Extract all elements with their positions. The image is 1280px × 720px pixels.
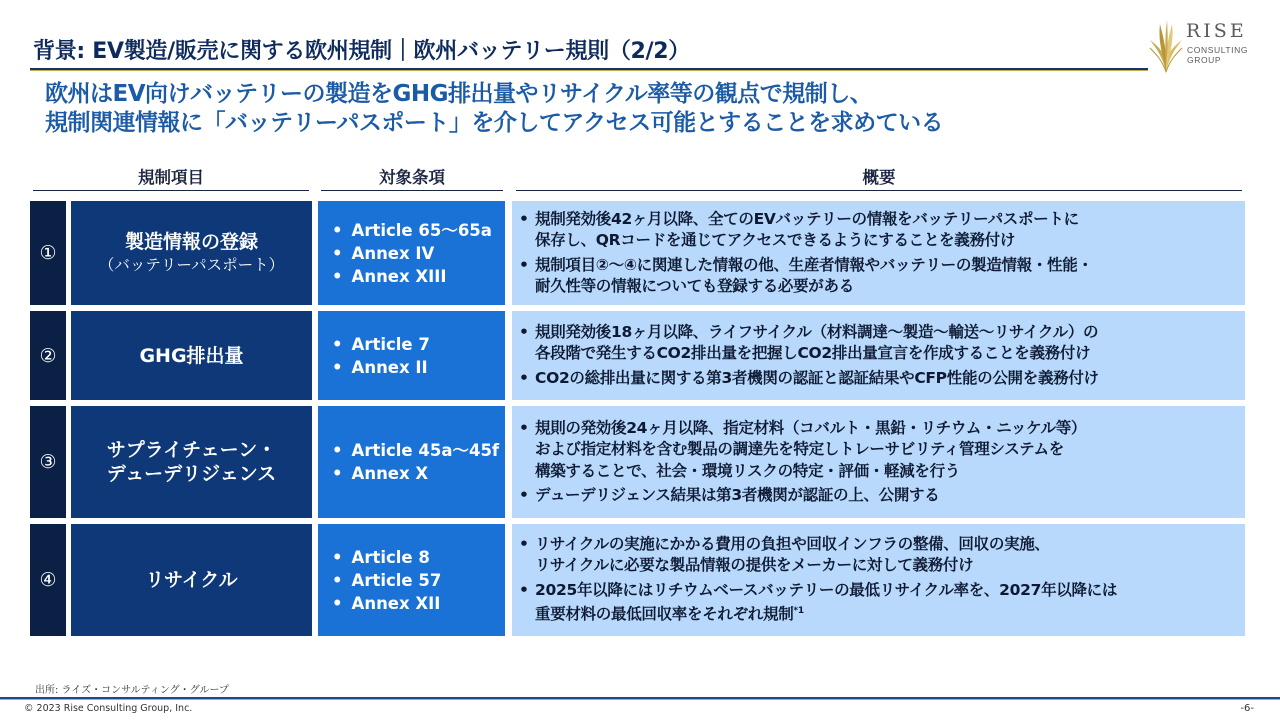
summary-bullet — [516, 209, 1245, 252]
logo-name: RISE — [1186, 20, 1247, 42]
summary-line: 重要材料の最低回収率をそれぞれ規制 — [535, 605, 794, 624]
clause-list — [318, 406, 505, 518]
summary-bullet — [516, 418, 1245, 483]
summary-line: • リサイクルの実施にかかる費用の負担や回収インフラの整備、回収の実施、 — [535, 534, 1050, 553]
source-note: 出所: ライズ・コンサルティング・グループ — [35, 685, 229, 696]
regulation-item — [71, 406, 312, 518]
clause-list — [318, 201, 505, 305]
summary-list — [512, 406, 1245, 518]
summary-line: 保存し、QRコードを通じてアクセスできるようにすることを義務付け — [535, 231, 1016, 249]
summary-bullet — [516, 534, 1245, 577]
summary-bullet — [516, 485, 1245, 507]
logo-sub-line-1: CONSULTING — [1187, 45, 1249, 55]
row-number: ④ — [30, 524, 66, 636]
page-number: -6- — [1240, 703, 1254, 714]
summary-line: 耐久性等の情報についても登録する必要がある — [535, 277, 854, 295]
summary-line: • 規則発効後18ヶ月以降、ライフサイクル（材料調達～製造～輸送～リサイクル）の — [535, 322, 1099, 341]
summary-bullet — [516, 255, 1245, 298]
logo — [1146, 18, 1258, 78]
regulation-item-label: サプライチェーン・ — [106, 439, 277, 461]
subtitle-line-1: 欧州はEV向けバッテリーの製造をGHG排出量やリサイクル率等の観点で規制し、 — [45, 81, 873, 107]
summary-line: • 2025年以降にはリチウムベースバッテリーの最低リサイクル率を、2027年以降には — [535, 580, 1118, 599]
rise-logo-icon — [1146, 18, 1186, 76]
summary-line: リサイクルに必要な製品情報の提供をメーカーに対して義務付け — [535, 556, 974, 575]
clause-item: • Annex X — [332, 462, 505, 485]
clause-list — [318, 311, 505, 400]
regulation-item — [71, 524, 312, 636]
summary-bullet — [516, 322, 1245, 365]
clause-item: • Article 8 — [332, 546, 505, 569]
column-header-clause: 対象条項 — [321, 164, 503, 191]
clause-item: • Annex II — [332, 356, 505, 379]
summary-line: • 規制発効後42ヶ月以降、全てのEVバッテリーの情報をバッテリーパスポートに — [535, 209, 1079, 228]
clause-item: • Annex XII — [332, 592, 505, 615]
clause-item: • Article 65～65a — [332, 219, 505, 242]
subtitle — [45, 80, 943, 138]
regulation-item-label: GHG排出量 — [139, 344, 244, 367]
summary-bullet — [516, 580, 1245, 626]
row-number: ② — [30, 311, 66, 400]
summary-bullet — [516, 368, 1245, 390]
summary-line: 各段階で発生するCO2排出量を把握しCO2排出量宣言を作成することを義務付け — [535, 344, 1091, 363]
title-rule-gold — [30, 70, 1148, 71]
clause-item: • Article 7 — [332, 333, 505, 356]
regulation-item-label: 製造情報の登録 — [124, 231, 258, 253]
footer-rule-gold — [0, 699, 1280, 700]
regulation-item-label: リサイクル — [145, 569, 238, 591]
clause-list — [318, 524, 505, 636]
summary-list — [512, 201, 1245, 305]
summary-line: • 規則の発効後24ヶ月以降、指定材料（コバルト・黒鉛・リチウム・ニッケル等） — [535, 418, 1087, 437]
column-header-item: 規制項目 — [33, 164, 309, 191]
copyright: © 2023 Rise Consulting Group, Inc. — [24, 703, 193, 714]
summary-line: • 規制項目②～④に関連した情報の他、生産者情報やバッテリーの製造情報・性能・ — [535, 255, 1093, 274]
summary-line: • デューデリジェンス結果は第3者機関が認証の上、公開する — [535, 486, 940, 504]
row-number: ③ — [30, 406, 66, 518]
subtitle-line-2: 規制関連情報に「バッテリーパスポート」を介してアクセス可能とすることを求めている — [45, 110, 944, 136]
summary-list — [512, 311, 1245, 400]
clause-item: • Article 57 — [332, 569, 505, 592]
row-number: ① — [30, 201, 66, 305]
column-header-summary: 概要 — [516, 164, 1242, 191]
summary-line: および指定材料を含む製品の調達先を特定しトレーサビリティ管理システムを — [535, 440, 1064, 458]
regulation-item — [71, 311, 312, 400]
clause-item: • Article 45a～45f — [332, 439, 505, 462]
regulation-item-sublabel: （バッテリーパスポート） — [98, 256, 285, 274]
footnote-marker: *1 — [793, 606, 804, 617]
summary-line-with-footnote — [535, 601, 1245, 626]
clause-item: • Annex IV — [332, 242, 505, 265]
clause-item: • Annex XIII — [332, 265, 505, 288]
summary-line: • CO2の総排出量に関する第3者機関の認証と認証結果やCFP性能の公開を義務付け — [535, 368, 1099, 387]
summary-line: 構築することで、社会・環境リスクの特定・評価・軽減を行う — [535, 461, 960, 480]
regulation-item — [71, 201, 312, 305]
page-title: 背景: EV製造/販売に関する欧州規制｜欧州バッテリー規則（2/2） — [33, 39, 690, 64]
logo-sub-line-2: GROUP — [1187, 55, 1222, 65]
summary-list — [512, 524, 1245, 636]
regulation-item-label-line-2: デューデリジェンス — [106, 463, 277, 485]
